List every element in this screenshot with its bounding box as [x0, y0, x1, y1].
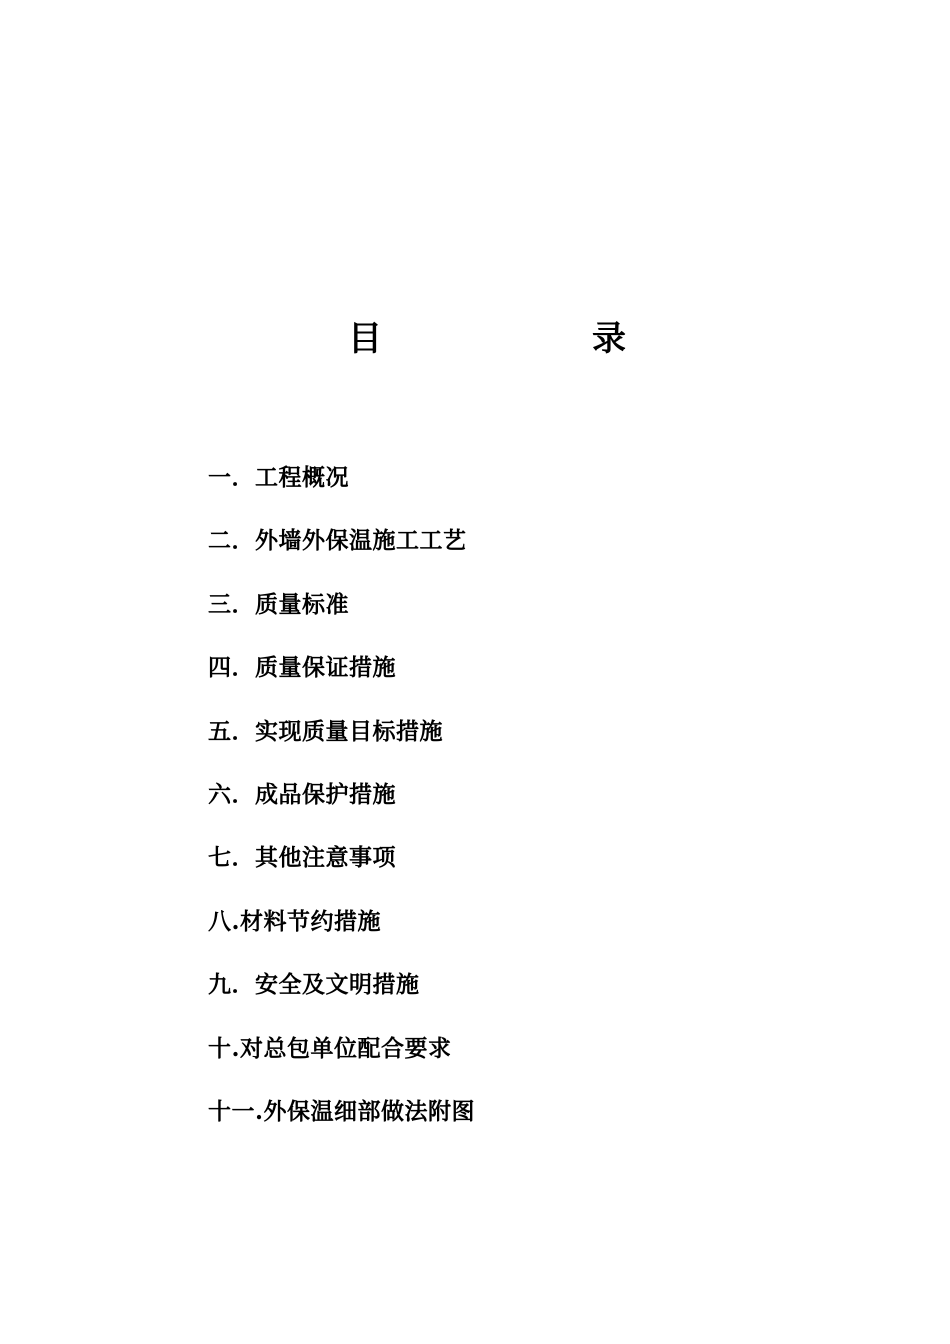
toc-item-7: 七．其他注意事项	[208, 844, 396, 872]
toc-item-5: 五．实现质量目标措施	[208, 717, 443, 745]
toc-title-char-1: 目	[348, 319, 382, 359]
toc-item-3: 三．质量标准	[208, 590, 349, 618]
toc-item-9: 九．安全及文明措施	[208, 971, 420, 999]
toc-item-11: 十一.外保温细部做法附图	[208, 1097, 476, 1125]
toc-title-char-2: 录	[592, 319, 626, 359]
toc-item-2: 二．外墙外保温施工工艺	[208, 527, 467, 555]
toc-item-1: 一．工程概况	[208, 464, 349, 491]
toc-item-10: 十.对总包单位配合要求	[208, 1034, 452, 1062]
toc-item-6: 六．成品保护措施	[208, 780, 396, 808]
toc-list	[208, 460, 768, 1157]
toc-item-4: 四．质量保证措施	[208, 654, 396, 682]
toc-title	[0, 316, 950, 366]
toc-item-8: 八.材料节约措施	[208, 907, 382, 935]
